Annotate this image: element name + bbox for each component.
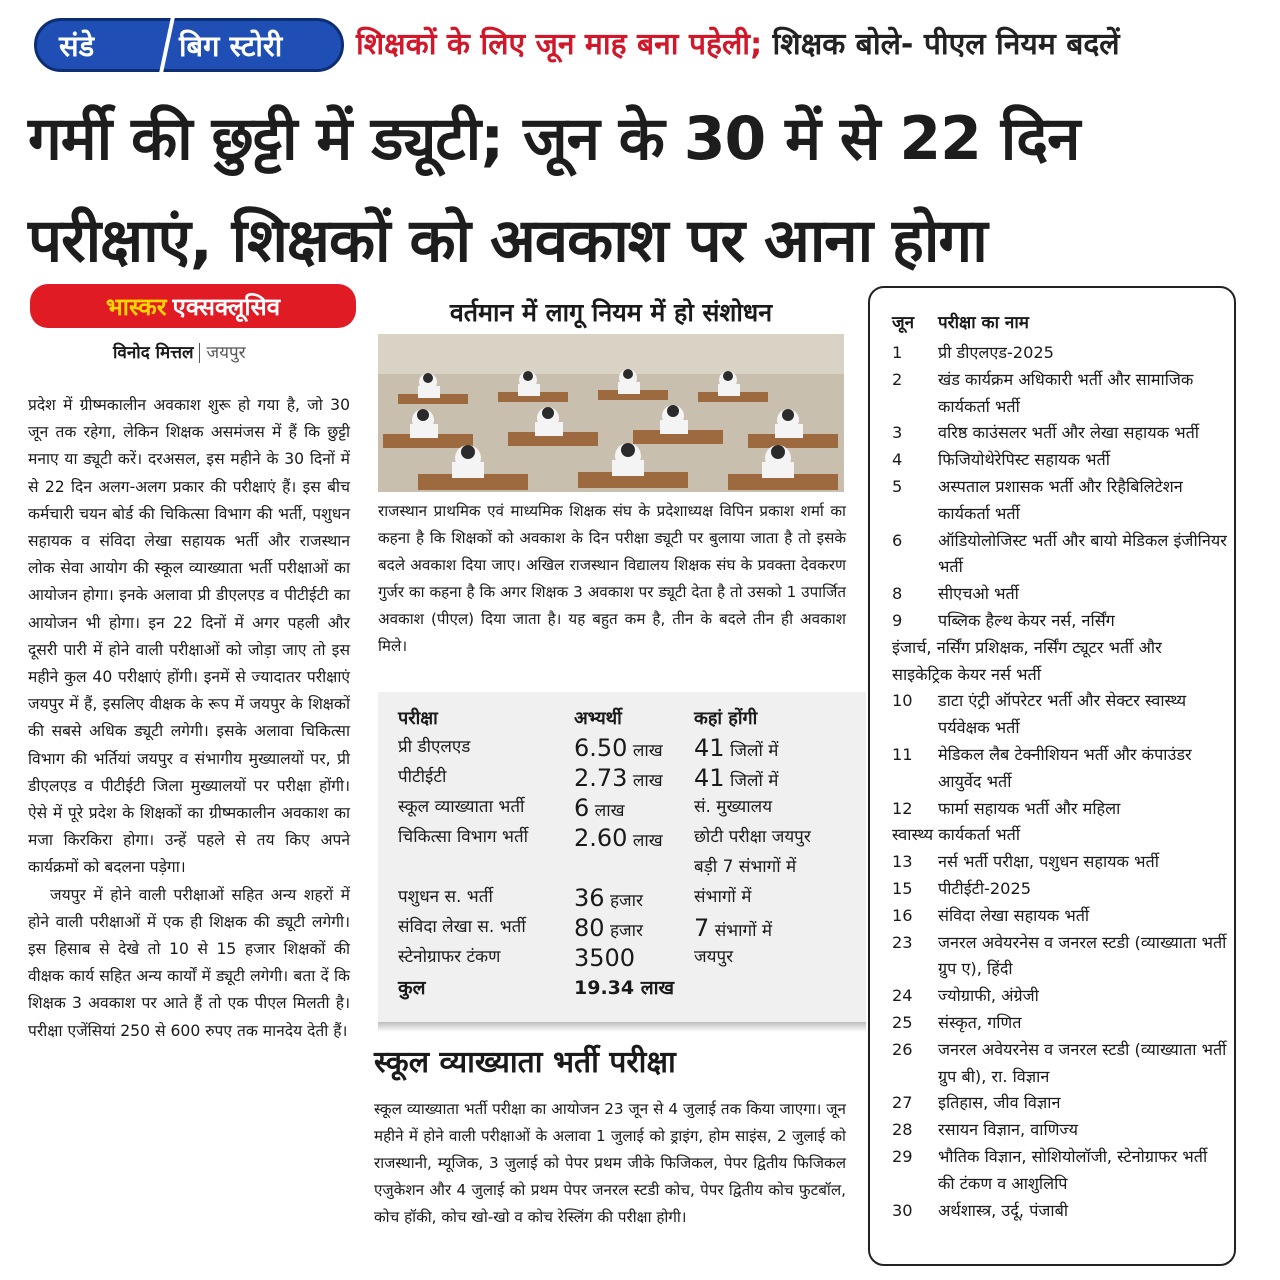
candidates-unit: लाख — [632, 771, 663, 791]
candidates-stats-box — [378, 692, 866, 1022]
list-item — [892, 1010, 1227, 1037]
school-lecturer-text: स्कूल व्याख्याता भर्ती परीक्षा का आयोजन 23 जून से 4 जुलाई तक किया जाएगा। जून महीने में होने वाली परीक्षाओं के अलावा 1 जुलाई को ड्राइंग, होम साइंस, 2 जुलाई को राजस्थानी, म्यूजिक, 3 जुलाई को पेपर प्रथम जीके फिजिकल, पेपर द्वितीय फिजिकल एजुकेशन और 4 जुलाई को प्रथम पेपर जनरल स्टडी कोच, पेपर द्वितीय कोच फुटबॉल, कोच हॉकी, कोच खो-खो व कोच रेस्लिंग की परीक्षा होगी। — [374, 1100, 846, 1226]
exam-name: प्री डीएलएड-2025 — [938, 343, 1054, 362]
exam-name: फिजियोथेरेपिस्ट सहायक भर्ती — [938, 450, 1110, 470]
row-where — [694, 914, 811, 944]
exam-hall-illustration — [378, 334, 844, 492]
candidates-unit: लाख — [594, 801, 625, 821]
row-candidates — [574, 764, 694, 794]
badge-big-story: बिग स्टोरी — [179, 28, 283, 63]
row-exam: संविदा लेखा स. भर्ती — [398, 917, 526, 937]
where-text: जयपुर — [694, 947, 734, 967]
exam-date: 10 — [892, 691, 913, 711]
exam-hall-photo — [378, 334, 844, 492]
list-item — [892, 1090, 1227, 1117]
exam-name: अर्थशास्त्र, उर्दू, पंजाबी — [938, 1200, 1069, 1220]
row-candidates — [574, 944, 694, 974]
table-row — [398, 884, 811, 914]
row-exam — [398, 854, 574, 884]
exam-date: 2 — [892, 369, 903, 389]
badge-sunday: संडे — [59, 28, 95, 63]
bhaskar-exclusive-tag — [30, 284, 356, 328]
left-column-article — [28, 392, 350, 1045]
exclusive-label: एक्सक्लूसिव — [172, 292, 281, 321]
row-candidates — [574, 734, 694, 764]
list-item — [892, 367, 1227, 421]
exam-name: नर्स भर्ती परीक्षा, पशुधन सहायक भर्ती — [938, 852, 1159, 872]
where-number: 7 — [694, 914, 710, 942]
byline-divider — [199, 343, 200, 363]
candidates-number: 6.50 — [574, 734, 628, 762]
exam-name: फार्मा सहायक भर्ती और महिला — [938, 798, 1121, 818]
exam-name: संविदा लेखा सहायक भर्ती — [938, 905, 1090, 925]
exam-name: जनरल अवेयरनेस व जनरल स्टडी (व्याख्याता भर्ती ग्रुप बी), रा. विज्ञान — [938, 1039, 1227, 1086]
exam-date: 1 — [892, 343, 903, 362]
headline-line-1: गर्मी की छुट्टी में ड्यूटी; जून के 30 में से 22 दिन — [28, 104, 1080, 174]
list-item — [892, 447, 1227, 474]
total-row — [398, 974, 811, 1004]
list-item — [892, 1198, 1227, 1225]
row-where — [694, 824, 811, 854]
row-candidates — [574, 854, 694, 884]
row-where — [694, 794, 811, 824]
exam-schedule-list — [892, 340, 1227, 1224]
table-row — [398, 944, 811, 974]
list-item-continuation — [892, 822, 1227, 849]
exam-name: अस्पताल प्रशासक भर्ती और रिहैबिलिटेशन कार्यकर्ता भर्ती — [938, 476, 1183, 523]
exam-name: ऑडियोलोजिस्ट भर्ती और बायो मेडिकल इंजीनियर भर्ती — [938, 530, 1227, 577]
list-item — [892, 581, 1227, 608]
exam-name: रसायन विज्ञान, वाणिज्य — [938, 1120, 1079, 1140]
row-candidates — [574, 884, 694, 914]
exam-date: 6 — [892, 530, 903, 550]
exclusive-brand: भास्कर — [105, 292, 167, 321]
exam-date: 26 — [892, 1039, 913, 1059]
union-quote-text: राजस्थान प्राथमिक एवं माध्यमिक शिक्षक संघ के प्रदेशाध्यक्ष विपिन प्रकाश शर्मा का कहना है कि शिक्षकों को अवकाश के दिन परीक्षा ड्यूटी पर बुलाया जाता है तो इसके बदले अवकाश दिया जाए। अखिल राजस्थान विद्यालय शिक्षक संघ के प्रवक्ता देवकरण गुर्जर का कहना है कि अगर शिक्षक 3 अवकाश पर ड्यूटी देता है तो उसको 1 उपार्जित अवकाश (पीएल) दिया जाता है। यह बहुत कम है, तीन के बदले तीन ही अवकाश मिले। — [378, 502, 846, 655]
list-item — [892, 1144, 1227, 1198]
headline — [28, 88, 1253, 292]
list-item — [892, 876, 1227, 903]
candidates-table — [398, 702, 811, 1004]
total-unit: लाख — [640, 977, 675, 999]
exam-name: डाटा एंट्री ऑपरेटर भर्ती और सेक्टर स्वास्थ्य पर्यवेक्षक भर्ती — [938, 691, 1187, 738]
dateline-city: जयपुर — [206, 343, 246, 363]
kicker-red: शिक्षकों के लिए जून माह बना पहेली; — [356, 27, 763, 62]
exam-date: 24 — [892, 986, 913, 1006]
sunday-big-story-badge — [34, 18, 344, 72]
author-name: विनोद मित्तल — [113, 343, 194, 363]
exam-name: पब्लिक हैल्थ केयर नर्स, नर्सिंग — [938, 610, 1115, 630]
exam-name: जनरल अवेयरनेस व जनरल स्टडी (व्याख्याता भर्ती ग्रुप ए), हिंदी — [938, 932, 1227, 979]
exam-name: भौतिक विज्ञान, सोशियोलॉजी, स्टेनोग्राफर भर्ती की टंकण व आशुलिपि — [938, 1146, 1208, 1193]
exam-date: 11 — [892, 744, 913, 764]
list-item — [892, 340, 1227, 367]
exam-date: 9 — [892, 610, 903, 630]
exam-date: 25 — [892, 1012, 913, 1032]
exam-name: इतिहास, जीव विज्ञान — [938, 1093, 1061, 1113]
exam-date: 8 — [892, 584, 903, 604]
where-text: सं. मुख्यालय — [694, 797, 773, 817]
candidates-number: 36 — [574, 884, 605, 912]
row-exam: प्री डीएलएड — [398, 737, 471, 757]
exam-name-continued: स्वास्थ्य कार्यकर्ता भर्ती — [892, 825, 1021, 845]
badge-divider — [159, 18, 174, 72]
list-item — [892, 903, 1227, 930]
headline-line-2: परीक्षाएं, शिक्षकों को अवकाश पर आना होगा — [28, 206, 987, 276]
exam-name-continued: इंजार्च, नर्सिंग प्रशिक्षक, नर्सिंग ट्यूटर भर्ती और साइकेट्रिक केयर नर्स भर्ती — [892, 637, 1162, 684]
table-row — [398, 764, 811, 794]
article-paragraph-1: प्रदेश में ग्रीष्मकालीन अवकाश शुरू हो गया है, जो 30 जून तक रहेगा, लेकिन शिक्षक असमंजस में हैं कि छुट्टी मनाए या ड्यूटी करें। दरअसल, इस महीने के 30 दिनों में से 22 दिन अलग-अलग प्रकार की परीक्षाएं हैं। इस बीच कर्मचारी चयन बोर्ड की चिकित्सा विभाग की भर्ती, पशुधन सहायक व संविदा लेखा सहायक भर्ती और राजस्थान लोक सेवा आयोग की स्कूल व्याख्याता भर्ती परीक्षाओं का आयोजन होगा। इनके अलावा प्री डीएलएड व पीटीईटी का आयोजन भी होगा। इन 22 दिनों में अगर पहली और दूसरी पारी में होने वाली परीक्षाओं को जोड़ा जाए तो इस महीने कुल 40 परीक्षाएं होंगी। इनमें से ज्यादातर परीक्षाएं जयपुर में हैं, इसलिए वीक्षक के रूप में जयपुर के शिक्षकों की सबसे अधिक ड्यूटी लगेगी। इसके अलावा चिकित्सा विभाग की भर्तियां जयपुर व संभागीय मुख्यालयों पर, प्री डीएलएड व पीटीईटी जिला मुख्यालयों पर परीक्षा होंगी। ऐसे में पूरे प्रदेश के शिक्षकों का ग्रीष्मकालीन अवकाश का मजा किरकिरा होगा। उन्हें पहले से तय किए अपने कार्यक्रमों को बदलना पड़ेगा। — [28, 396, 350, 877]
row-where — [694, 854, 811, 884]
row-where — [694, 884, 811, 914]
table-row — [398, 824, 811, 854]
exam-date: 5 — [892, 476, 903, 496]
where-text: संभागों में — [694, 887, 752, 907]
schedule-head-name: परीक्षा का नाम — [938, 313, 1029, 333]
exam-date: 28 — [892, 1120, 913, 1140]
list-item — [892, 420, 1227, 447]
table-row — [398, 734, 811, 764]
row-exam: स्कूल व्याख्याता भर्ती — [398, 797, 525, 817]
total-label: कुल — [398, 977, 426, 999]
exam-name: संस्कृत, गणित — [938, 1012, 1022, 1032]
row-where — [694, 944, 811, 974]
exam-date: 3 — [892, 423, 903, 443]
candidates-unit: हजार — [609, 891, 643, 911]
candidates-unit: लाख — [632, 831, 663, 851]
center-section-title: वर्तमान में लागू नियम में हो संशोधन — [449, 298, 773, 327]
exam-date: 13 — [892, 852, 913, 872]
list-item-continuation — [892, 635, 1227, 689]
total-number: 19.34 — [574, 977, 635, 999]
total-value — [574, 974, 811, 1004]
where-text: जिलों में — [729, 771, 779, 791]
exam-name: सीएचओ भर्ती — [938, 584, 1019, 604]
header-candidates: अभ्यर्थी — [574, 708, 622, 729]
row-candidates — [574, 794, 694, 824]
exam-name: पीटीईटी-2025 — [938, 878, 1032, 898]
school-lecturer-heading: स्कूल व्याख्याता भर्ती परीक्षा — [374, 1045, 676, 1080]
list-item — [892, 528, 1227, 582]
row-where — [694, 764, 811, 794]
exam-date: 4 — [892, 450, 903, 470]
candidates-number: 3500 — [574, 944, 636, 972]
exam-date: 15 — [892, 878, 913, 898]
row-exam: चिकित्सा विभाग भर्ती — [398, 827, 529, 847]
list-item — [892, 849, 1227, 876]
list-item — [892, 742, 1227, 796]
candidates-unit: लाख — [632, 741, 663, 761]
exam-name: मेडिकल लैब टेक्नीशियन भर्ती और कंपाउंडर आयुर्वेद भर्ती — [938, 744, 1192, 791]
header-where: कहां होंगी — [694, 708, 758, 729]
where-number: 41 — [694, 734, 725, 762]
row-exam: पशुधन स. भर्ती — [398, 887, 493, 907]
list-item — [892, 608, 1227, 635]
list-item — [892, 474, 1227, 528]
list-item — [892, 1037, 1227, 1091]
exam-date: 30 — [892, 1200, 913, 1220]
header-exam: परीक्षा — [398, 708, 438, 729]
stats-box-shadow — [378, 1022, 866, 1032]
byline — [113, 340, 246, 363]
table-row — [398, 914, 811, 944]
candidates-number: 6 — [574, 794, 590, 822]
exam-name: वरिष्ठ काउंसलर भर्ती और लेखा सहायक भर्ती — [938, 423, 1199, 443]
exam-date: 29 — [892, 1146, 913, 1166]
candidates-unit: हजार — [609, 921, 643, 941]
exam-date: 16 — [892, 905, 913, 925]
where-number: 41 — [694, 764, 725, 792]
list-item — [892, 1117, 1227, 1144]
where-text: छोटी परीक्षा जयपुर — [694, 827, 811, 847]
exam-date: 23 — [892, 932, 913, 952]
row-exam: पीटीईटी — [398, 767, 447, 787]
row-where — [694, 734, 811, 764]
kicker-dark: शिक्षक बोले- पीएल नियम बदलें — [762, 27, 1120, 62]
article-paragraph-2: जयपुर में होने वाली परीक्षाओं सहित अन्य शहरों में होने वाली परीक्षाओं में एक ही शिक्षक की ड्यूटी लगेगी। इस हिसाब से देखे तो 10 से 15 हजार शिक्षकों की वीक्षक कार्य सहित अन्य कार्यों में ड्यूटी लगेगी। बता दें कि शिक्षक 3 अवकाश पर आते हैं तो एक पीएल मिलती है। परीक्षा एजेंसियां 250 से 600 रुपए तक मानदेय देती हैं। — [28, 885, 350, 1040]
where-text: जिलों में — [729, 741, 779, 761]
candidates-number: 2.73 — [574, 764, 628, 792]
where-text: बड़ी 7 संभागों में — [694, 857, 797, 877]
row-exam: स्टेनोग्राफर टंकण — [398, 947, 501, 967]
list-item — [892, 983, 1227, 1010]
schedule-head-date: जून — [892, 313, 915, 333]
exam-name: ज्योग्राफी, अंग्रेजी — [938, 986, 1039, 1006]
where-text: संभागों में — [714, 921, 773, 941]
exam-schedule-header — [892, 310, 1029, 333]
list-item — [892, 930, 1227, 984]
candidates-number: 80 — [574, 914, 605, 942]
kicker-line — [356, 22, 1256, 66]
list-item — [892, 688, 1227, 742]
table-row — [398, 854, 811, 884]
row-candidates — [574, 914, 694, 944]
candidates-number: 2.60 — [574, 824, 628, 852]
exam-date: 12 — [892, 798, 913, 818]
stats-header-row — [398, 702, 811, 734]
row-candidates — [574, 824, 694, 854]
table-row — [398, 794, 811, 824]
exam-date: 27 — [892, 1093, 913, 1113]
list-item — [892, 796, 1227, 823]
exam-name: खंड कार्यक्रम अधिकारी भर्ती और सामाजिक कार्यकर्ता भर्ती — [938, 369, 1194, 416]
